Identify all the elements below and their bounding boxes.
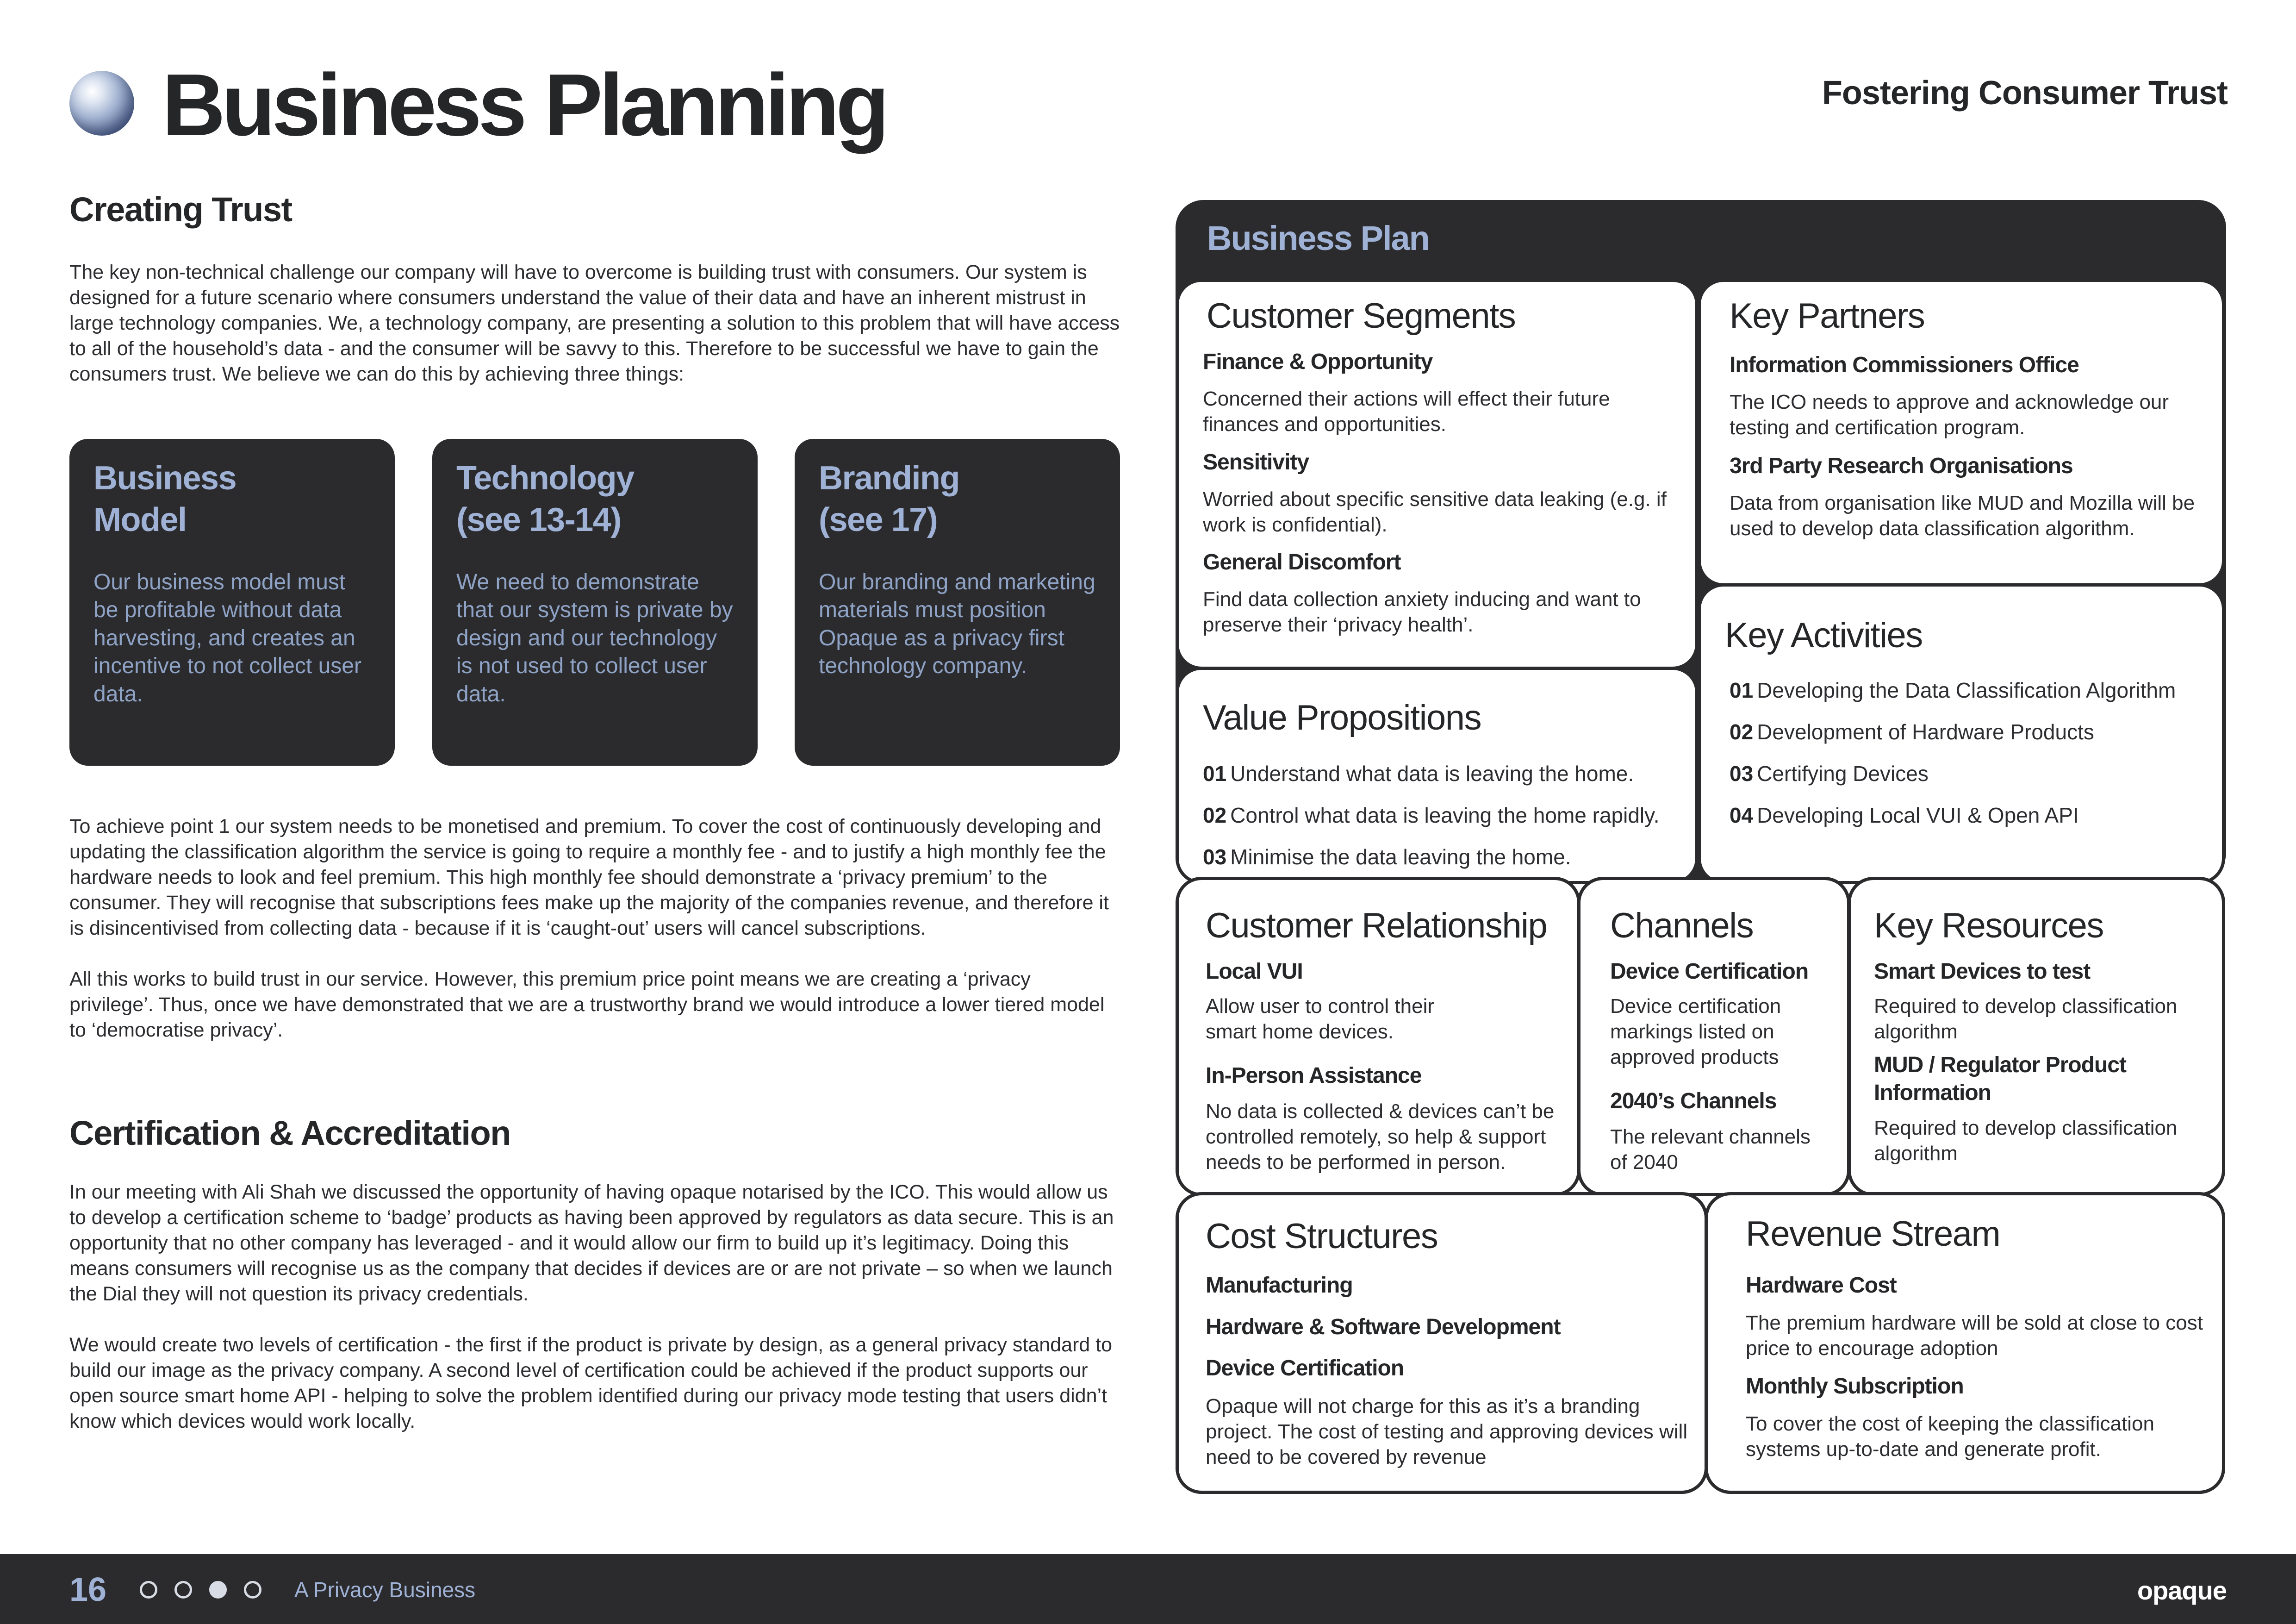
resource-label: MUD / Regulator Product Information (1874, 1053, 2127, 1105)
cell-title: Value Propositions (1203, 698, 1481, 737)
pillar-card-branding (795, 439, 1120, 766)
segment-text: Find data collection anxiety inducing and want to preserve their ‘privacy health’. (1203, 588, 1641, 636)
segment-label: General Discomfort (1203, 550, 1401, 575)
pillar-title: Business Model (93, 460, 236, 538)
revenue-text: The premium hardware will be sold at close to cost price to encourage adoption (1746, 1312, 2203, 1360)
partner-label: 3rd Party Research Organisations (1730, 454, 2073, 478)
revenue-label: Monthly Subscription (1746, 1374, 1964, 1399)
key-resources-cell (1848, 877, 2225, 1196)
certification-section (69, 1113, 1120, 1434)
pillar-body: Our branding and marketing materials must position Opaque as a privacy first technology company. (819, 570, 1095, 679)
segment-label: Finance & Opportunity (1203, 350, 1433, 374)
certification-heading: Certification & Accreditation (69, 1114, 510, 1152)
customer-segments-cell (1176, 279, 1699, 670)
section-dot-2[interactable] (174, 1581, 192, 1599)
cost-text: Opaque will not charge for this as it’s a branding project. The cost of testing and approving devices will need to be covered by revenue (1206, 1395, 1688, 1468)
channel-text: Device certification markings listed on approved products (1610, 995, 1781, 1068)
cost-label: Manufacturing (1206, 1273, 1353, 1298)
monetisation-paragraph: To achieve point 1 our system needs to be monetised and premium. To cover the cost of continuously developing and updating the classification algorithm the service is going to require a monthly fee - and to justify a high monthly fee the hardware needs to look and feel premium. This high monthly fee should demonstrate a ‘privacy premium’ to the consumer. They will recognise that subscriptions fees make up the majority of the companies revenue, and therefore it is disincentivised from collecting data - because if it is ‘caught-out’ users will cancel subscriptions. (69, 815, 1109, 940)
segment-label: Sensitivity (1203, 450, 1309, 475)
pillar-body: Our business model must be profitable without data harvesting, and creates an incentive to not collect user data. (93, 570, 361, 706)
pillar-body: We need to demonstrate that our system is private by design and our technology is not used to collect user data. (456, 570, 733, 706)
channel-label: Device Certification (1610, 959, 1809, 984)
trust-pillars (69, 439, 1120, 766)
footer-section-label: A Privacy Business (294, 1578, 476, 1602)
section-dot-4[interactable] (244, 1581, 261, 1599)
cell-title: Channels (1610, 906, 1754, 945)
partner-text: Data from organisation like MUD and Mozilla will be used to develop data classification algorithm. (1730, 492, 2195, 540)
relationship-text: No data is collected & devices can’t be controlled remotely, so help & support needs to be performed in person. (1206, 1100, 1555, 1174)
cell-title: Customer Segments (1207, 296, 1516, 336)
activity-item: 03 Certifying Devices (1730, 762, 1929, 786)
revenue-text: To cover the cost of keeping the classification systems up-to-date and generate profit. (1746, 1412, 2154, 1461)
pillar-title: Branding (see 17) (819, 460, 959, 538)
pillar-title: Technology (see 13-14) (456, 460, 634, 538)
cell-title: Cost Structures (1206, 1217, 1438, 1256)
channel-text: The relevant channels of 2040 (1610, 1125, 1811, 1174)
cell-title: Key Partners (1730, 296, 1925, 336)
cost-structures-cell (1176, 1192, 1708, 1494)
revenue-stream-cell (1705, 1192, 2225, 1494)
cell-title: Revenue Stream (1746, 1214, 2000, 1254)
channel-label: 2040’s Channels (1610, 1089, 1777, 1113)
key-activities-cell (1698, 583, 2225, 884)
key-partners-cell (1698, 279, 2225, 587)
brand-orb-icon (69, 71, 134, 136)
pillar-card-technology (432, 439, 758, 766)
customer-relationship-cell (1176, 877, 1580, 1196)
relationship-label: In-Person Assistance (1206, 1063, 1422, 1088)
section-dot-3-active[interactable] (209, 1581, 227, 1599)
business-plan-title: Business Plan (1207, 219, 1429, 257)
activity-item: 04 Developing Local VUI & Open API (1730, 803, 2079, 827)
business-plan-canvas (1176, 200, 2226, 1496)
activity-item: 01 Developing the Data Classification Algorithm (1730, 678, 2176, 702)
cell-title: Key Resources (1874, 906, 2103, 945)
pillar-card-business-model (69, 439, 395, 766)
segment-text: Concerned their actions will effect their future finances and opportunities. (1203, 387, 1610, 436)
privacy-privilege-paragraph: All this works to build trust in our service. However, this premium price point means we are creating a ‘privacy privilege’. Thus, once we have demonstrated that we are a trustworthy brand we would introduce a lower tiered model to ‘democratise privacy’. (69, 968, 1105, 1042)
relationship-label: Local VUI (1206, 959, 1303, 984)
partner-text: The ICO needs to approve and acknowledge our testing and certification program. (1730, 391, 2169, 439)
relationship-text: Allow user to control their smart home devices. (1206, 995, 1434, 1043)
cell-title: Customer Relationship (1206, 906, 1547, 945)
page-number: 16 (69, 1571, 107, 1608)
value-propositions-cell (1176, 667, 1699, 884)
revenue-label: Hardware Cost (1746, 1273, 1897, 1298)
cost-label: Device Certification (1206, 1356, 1404, 1380)
cell-title: Key Activities (1725, 616, 1923, 655)
channels-cell (1577, 877, 1850, 1196)
segment-text: Worried about specific sensitive data leaking (e.g. if work is confidential). (1203, 488, 1667, 536)
certification-paragraph-2: We would create two levels of certification - the first if the product is private by design, as a general privacy standard to build our image as the privacy company. A second level of certification could be achieved if the product supports our open source smart home API - helping to solve the problem identified during our privacy mode testing that users didn’t know which devices would work locally. (69, 1334, 1113, 1433)
page-title: Business Planning (162, 56, 886, 154)
creating-trust-intro: The key non-technical challenge our company will have to overcome is building trust with consumers. Our system is designed for a future scenario where consumers understand the value of their data and have an inherent mistrust in large technology companies. We, a technology company, are presenting a solution to this problem that will have access to all of the household’s data - and the consumer will be savvy to this. Therefore to be successful we have to gain the consumers trust. We believe we can do this by achieving three things: (69, 261, 1120, 386)
monetisation-text (69, 814, 1120, 1043)
partner-label: Information Commissioners Office (1730, 353, 2079, 377)
value-item: 03 Minimise the data leaving the home. (1203, 845, 1571, 869)
creating-trust-section (69, 190, 1120, 387)
resource-text: Required to develop classification algorithm (1874, 1117, 2178, 1165)
creating-trust-heading: Creating Trust (69, 190, 292, 229)
section-dot-1[interactable] (140, 1581, 157, 1599)
value-item: 01 Understand what data is leaving the home. (1203, 762, 1634, 786)
cost-label: Hardware & Software Development (1206, 1315, 1561, 1339)
resource-text: Required to develop classification algorithm (1874, 995, 2178, 1043)
footer-brand-logo: opaque (2137, 1576, 2227, 1605)
section-tagline: Fostering Consumer Trust (1822, 75, 2228, 112)
value-item: 02 Control what data is leaving the home rapidly. (1203, 803, 1660, 827)
page-footer (0, 1554, 2296, 1624)
activity-item: 02 Development of Hardware Products (1730, 720, 2094, 744)
certification-paragraph-1: In our meeting with Ali Shah we discussed the opportunity of having opaque notarised by the ICO. This would allow us to develop a certification scheme to ‘badge’ products as having been approved by regulators as data secure. This is an opportunity that no other company has leveraged - and it would allow our firm to build up it’s legitimacy. Doing this means consumers will recognise us as the company that decides if devices are or are not private – so when we launch the Dial they will not question its privacy credentials. (69, 1181, 1114, 1305)
resource-label: Smart Devices to test (1874, 959, 2091, 984)
